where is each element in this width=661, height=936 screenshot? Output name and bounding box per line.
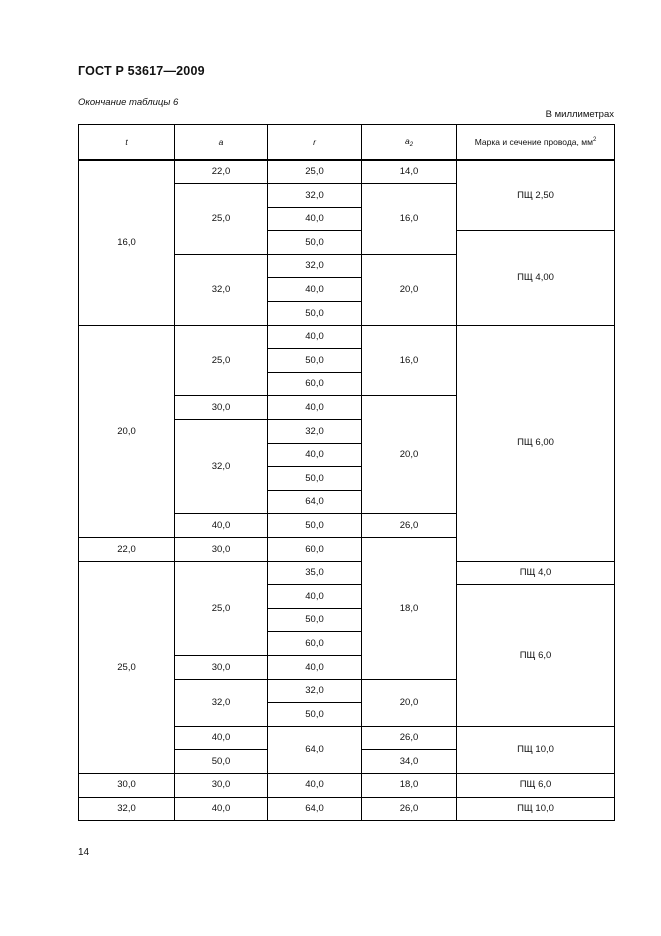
cell-r: 60,0	[268, 632, 362, 656]
cell-wire: ПЩ 4,0	[457, 561, 615, 585]
cell-a2: 18,0	[362, 773, 457, 797]
cell-r: 50,0	[268, 467, 362, 491]
table-row	[79, 160, 615, 184]
cell-r: 32,0	[268, 254, 362, 278]
header-a2: $a_2$	[362, 125, 457, 161]
header-r: r	[268, 125, 362, 161]
cell-a: 25,0	[175, 561, 268, 655]
cell-t: 30,0	[79, 773, 175, 797]
cell-t: 25,0	[79, 561, 175, 773]
cell-r: 40,0	[268, 655, 362, 679]
header-t: t	[79, 125, 175, 161]
cell-a: 22,0	[175, 160, 268, 184]
cell-r: 40,0	[268, 773, 362, 797]
table-row	[79, 325, 615, 349]
cell-a: 30,0	[175, 773, 268, 797]
cell-a2: 26,0	[362, 797, 457, 821]
cell-r: 64,0	[268, 726, 362, 773]
cell-r: 40,0	[268, 325, 362, 349]
table-row	[79, 561, 615, 585]
cell-a: 50,0	[175, 750, 268, 774]
cell-r: 50,0	[268, 302, 362, 326]
cell-a: 40,0	[175, 514, 268, 538]
table-continuation-caption: Окончание таблицы 6	[78, 97, 179, 108]
cell-r: 64,0	[268, 797, 362, 821]
cell-a: 40,0	[175, 797, 268, 821]
cell-t: 22,0	[79, 538, 175, 562]
cell-r: 60,0	[268, 538, 362, 562]
cell-wire: ПЩ 6,0	[457, 773, 615, 797]
cell-wire: ПЩ 4,00	[457, 231, 615, 325]
cell-r: 64,0	[268, 490, 362, 514]
cell-a2: 14,0	[362, 160, 457, 184]
cell-t: 20,0	[79, 325, 175, 537]
cell-r: 40,0	[268, 278, 362, 302]
standard-title: ГОСТ Р 53617—2009	[78, 64, 205, 78]
cell-t: 32,0	[79, 797, 175, 821]
header-wire: Марка и сечение провода, $мм^2$	[457, 125, 615, 161]
cell-a: 32,0	[175, 679, 268, 726]
cell-r: 50,0	[268, 349, 362, 373]
cell-r: 32,0	[268, 420, 362, 444]
table-row	[79, 797, 615, 821]
cell-a: 25,0	[175, 325, 268, 396]
cell-a2: 20,0	[362, 254, 457, 325]
cell-r: 40,0	[268, 396, 362, 420]
cell-wire: ПЩ 6,00	[457, 325, 615, 561]
table-header-row	[79, 125, 615, 161]
cell-a: 30,0	[175, 538, 268, 562]
cell-a2: 26,0	[362, 514, 457, 538]
cell-a: 32,0	[175, 420, 268, 514]
header-a: a	[175, 125, 268, 161]
cell-r: 32,0	[268, 184, 362, 208]
cell-a: 25,0	[175, 184, 268, 255]
cell-r: 40,0	[268, 443, 362, 467]
cell-r: 40,0	[268, 585, 362, 609]
cell-wire: ПЩ 10,0	[457, 726, 615, 773]
cell-wire: ПЩ 6,0	[457, 585, 615, 727]
units-note: В миллиметрах	[545, 109, 614, 120]
cell-a2: 34,0	[362, 750, 457, 774]
cell-r: 50,0	[268, 703, 362, 727]
cell-a2: 26,0	[362, 726, 457, 750]
cell-r: 35,0	[268, 561, 362, 585]
cell-a2: 20,0	[362, 679, 457, 726]
table-row	[79, 773, 615, 797]
cell-r: 60,0	[268, 372, 362, 396]
cell-r: 32,0	[268, 679, 362, 703]
cell-a2: 16,0	[362, 184, 457, 255]
cell-r: 40,0	[268, 207, 362, 231]
dimensions-table	[78, 124, 615, 821]
cell-wire: ПЩ 10,0	[457, 797, 615, 821]
cell-r: 50,0	[268, 608, 362, 632]
page-number: 14	[78, 847, 90, 858]
cell-r: 50,0	[268, 231, 362, 255]
cell-a2: 20,0	[362, 396, 457, 514]
cell-wire: ПЩ 2,50	[457, 160, 615, 231]
cell-r: 50,0	[268, 514, 362, 538]
cell-r: 25,0	[268, 160, 362, 184]
cell-a: 40,0	[175, 726, 268, 750]
cell-a2: 18,0	[362, 538, 457, 680]
cell-t: 16,0	[79, 160, 175, 325]
cell-a: 30,0	[175, 655, 268, 679]
cell-a: 30,0	[175, 396, 268, 420]
cell-a2: 16,0	[362, 325, 457, 396]
cell-a: 32,0	[175, 254, 268, 325]
